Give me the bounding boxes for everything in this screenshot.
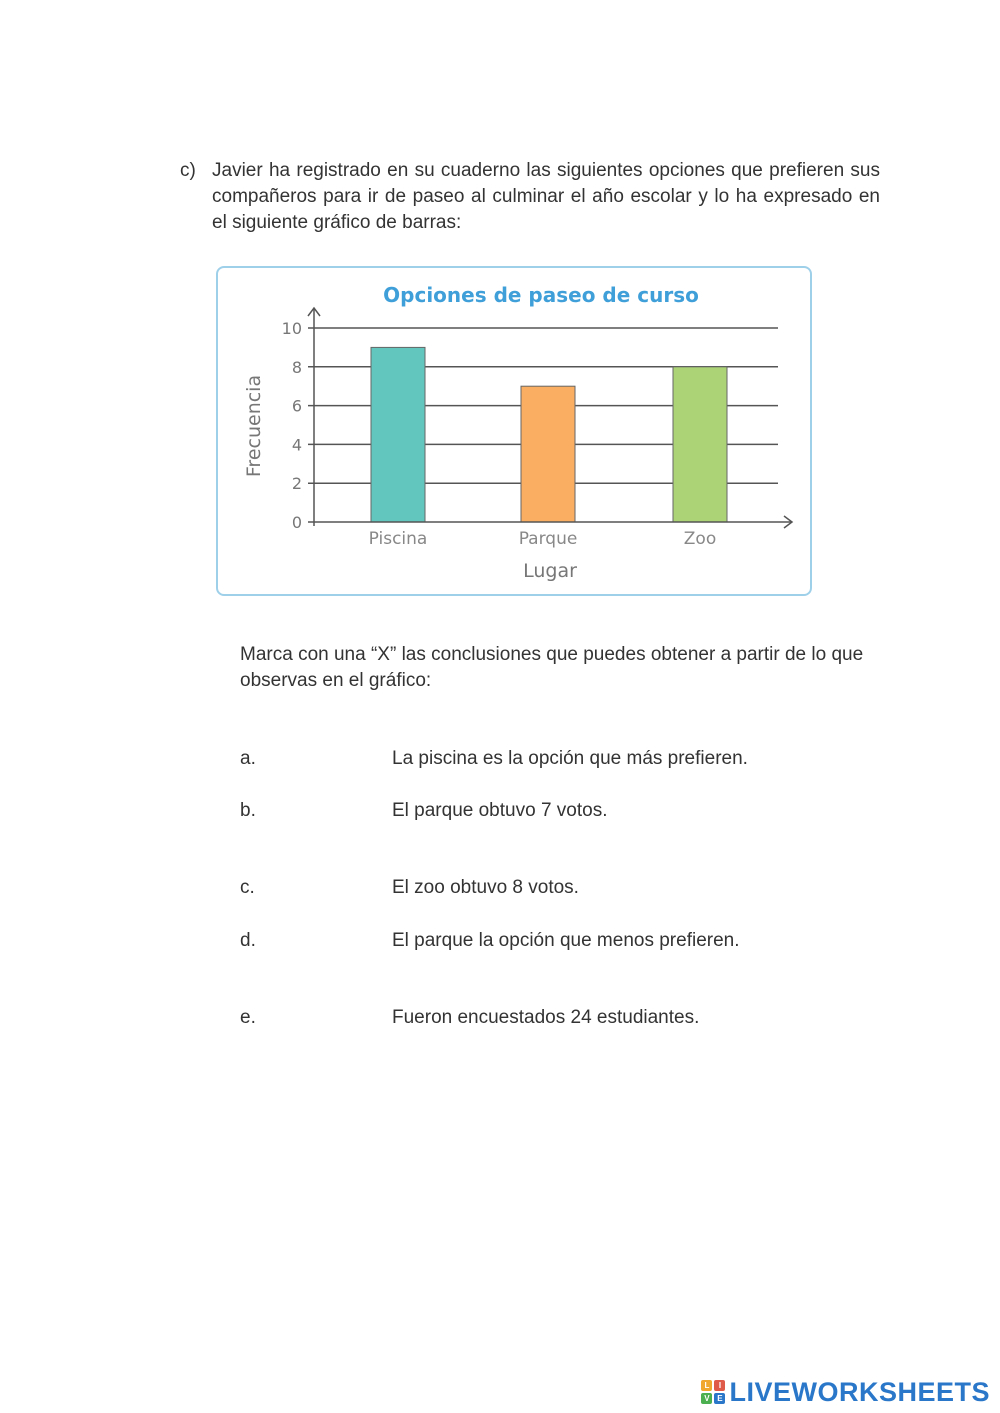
y-tick-label: 4	[291, 435, 302, 455]
logo-letter: I	[714, 1380, 725, 1391]
x-axis-label: Lugar	[523, 560, 577, 582]
liveworksheets-wordmark: LIVEWORKSHEETS	[729, 1376, 990, 1407]
y-tick-label: 0	[291, 513, 302, 532]
bar	[521, 386, 575, 522]
option-letter: c.	[240, 877, 255, 898]
bar	[673, 367, 727, 522]
x-tick-label: Parque	[518, 529, 578, 549]
logo-letter: E	[714, 1393, 725, 1404]
y-tick-label: 6	[291, 396, 302, 416]
y-tick-label: 8	[291, 357, 302, 377]
option-text: El parque obtuvo 7 votos.	[392, 800, 608, 821]
chart-container	[216, 266, 812, 596]
liveworksheets-icon	[701, 1380, 725, 1404]
chart-title: Opciones de paseo de curso	[383, 283, 699, 307]
option-letter: a.	[240, 748, 256, 769]
option-letter: e.	[240, 1007, 256, 1028]
y-tick-label: 2	[291, 474, 302, 494]
option-letter: d.	[240, 930, 256, 951]
logo-letter: L	[701, 1380, 712, 1391]
option-text: Fueron encuestados 24 estudiantes.	[392, 1007, 700, 1028]
liveworksheets-logo[interactable]	[701, 1377, 990, 1407]
y-axis-label: Frecuencia	[243, 374, 265, 478]
instruction-text: Marca con una “X” las conclusiones que puedes obtener a partir de lo que observas en el gráfico:	[240, 644, 864, 691]
option-text: El zoo obtuvo 8 votos.	[392, 877, 579, 898]
option-letter: b.	[240, 800, 256, 821]
question-text: Javier ha registrado en su cuaderno las siguientes opciones que prefieren sus compañeros para ir de paseo al culminar el año escolar y lo ha expresado en el siguiente gráfico de barras:	[212, 160, 880, 233]
question	[180, 158, 880, 236]
x-tick-label: Piscina	[368, 529, 428, 549]
x-tick-label: Zoo	[683, 529, 717, 549]
bar	[371, 347, 425, 522]
y-tick-label: 10	[281, 319, 302, 338]
bar-chart	[218, 268, 814, 598]
option-text: La piscina es la opción que más prefieren.	[392, 748, 748, 769]
question-marker: c)	[180, 160, 196, 181]
logo-letter: V	[701, 1393, 712, 1404]
option-text: El parque la opción que menos prefieren.	[392, 930, 740, 951]
